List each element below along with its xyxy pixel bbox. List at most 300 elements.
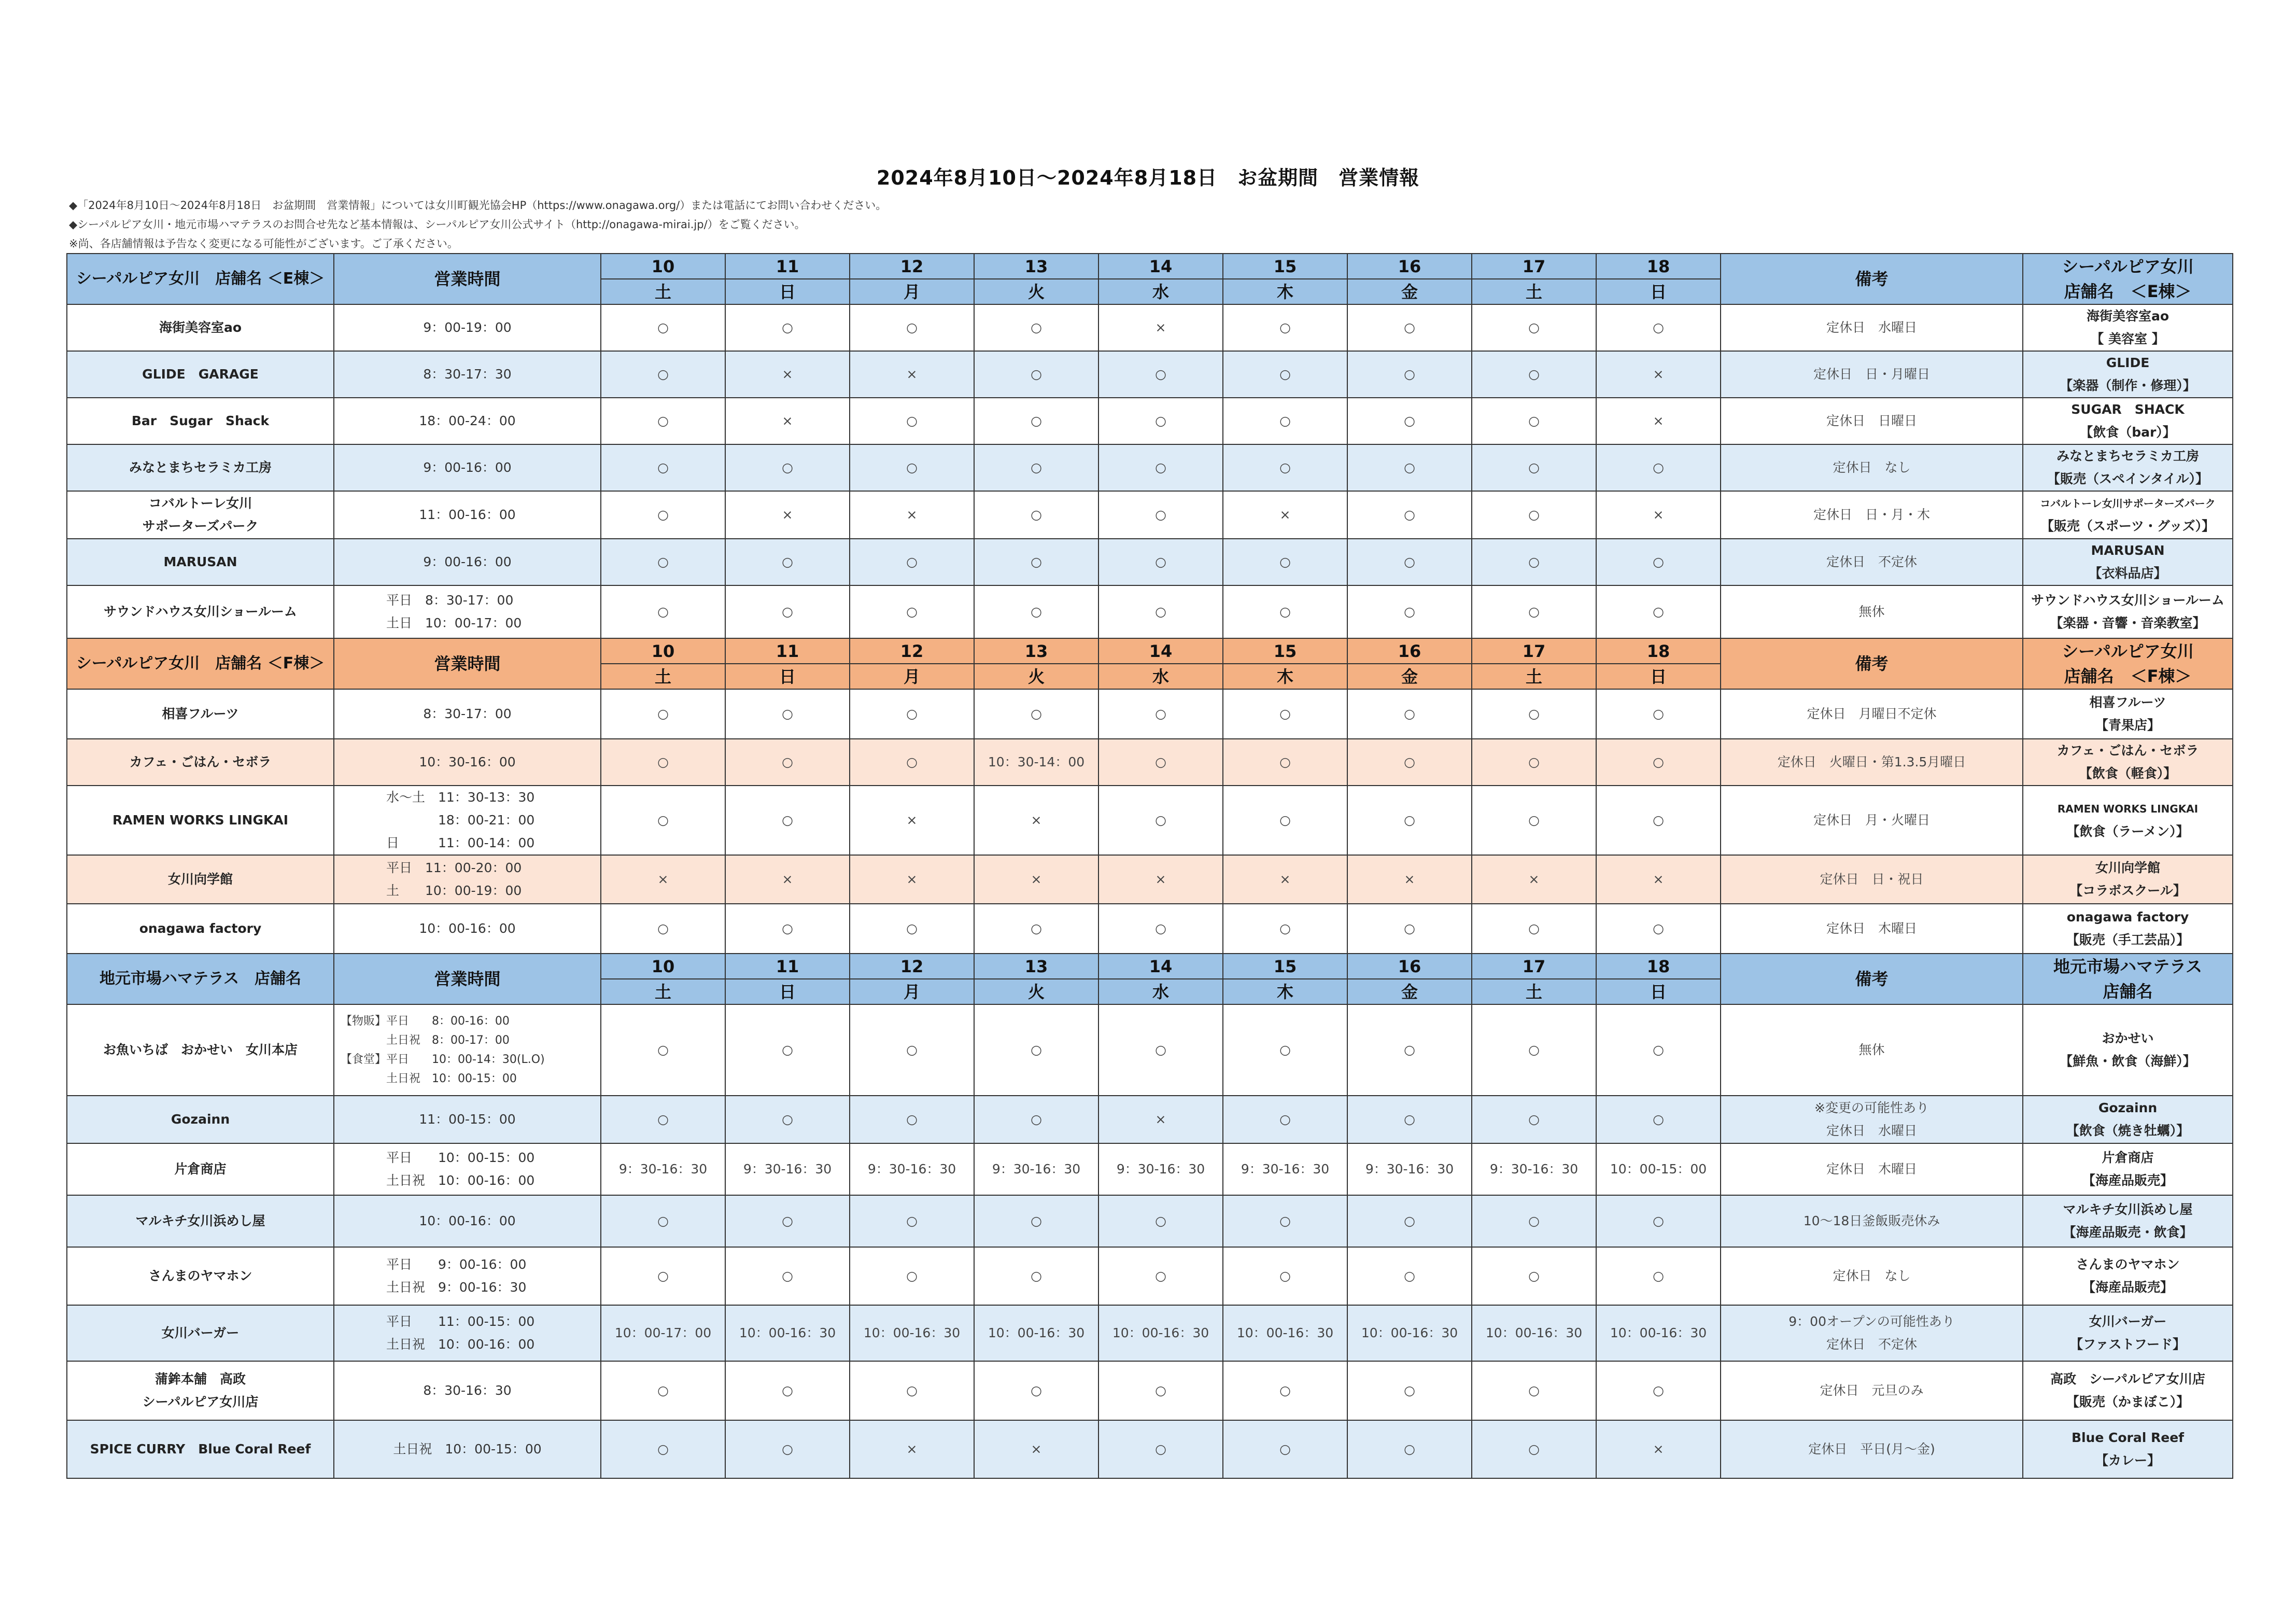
day-status: 9：30-16：30: [1098, 1143, 1223, 1195]
weekday: 日: [725, 664, 850, 689]
category-line: みなとまちセラミカ工房: [2056, 449, 2199, 464]
category-line: 【販売（スポーツ・グッズ）】: [2040, 519, 2215, 534]
store-category: [2023, 1004, 2233, 1096]
day-status: 10：00-17：00: [601, 1305, 725, 1361]
store-row: [67, 1195, 2233, 1247]
day-status: ○: [850, 539, 974, 585]
day-status: ○: [1347, 786, 1472, 855]
category-header: [2023, 638, 2233, 689]
day-status: ○: [1472, 1420, 1596, 1478]
category-line: 【楽器・音響・音楽教室】: [2050, 615, 2206, 631]
hours-line: 平日 8：30-17：00: [386, 593, 514, 608]
day-status: ○: [1347, 398, 1472, 444]
day-status: ○: [974, 904, 1098, 954]
day-status: ○: [1472, 1096, 1596, 1143]
note-line: 定休日 日曜日: [1826, 413, 1917, 428]
day-number: 10: [601, 954, 725, 979]
store-name: サウンドハウス女川ショールーム: [67, 585, 334, 638]
day-status: ×: [725, 855, 850, 904]
day-status: ○: [974, 1361, 1098, 1420]
category-line: MARUSAN: [2091, 543, 2165, 558]
day-status: ○: [1098, 1420, 1223, 1478]
day-status: ○: [974, 1195, 1098, 1247]
day-status: ○: [1472, 398, 1596, 444]
hours-line: 8：30-17：30: [423, 367, 512, 382]
store-row: [67, 398, 2233, 444]
day-status: ○: [1098, 351, 1223, 398]
note-line: ◆「2024年8月10日〜2024年8月18日 お盆期間 営業情報」については女川町観光協会HP（https://www.onagawa.org/）または電話にてお問い合わせください。: [69, 199, 887, 212]
category-line: 相喜フルーツ: [2089, 695, 2166, 710]
day-status: ○: [850, 739, 974, 786]
store-category: [2023, 1143, 2233, 1195]
store-row: [67, 351, 2233, 398]
store-category: [2023, 739, 2233, 786]
day-number: 11: [725, 638, 850, 664]
category-line: 【海産品販売・飲食】: [2063, 1225, 2193, 1240]
day-status: 9：30-16：30: [850, 1143, 974, 1195]
day-status: ○: [1098, 786, 1223, 855]
day-status: ×: [1347, 855, 1472, 904]
store-hours: [334, 855, 601, 904]
day-status: ○: [1347, 304, 1472, 351]
store-note: [1721, 1195, 2023, 1247]
day-status: 10：00-15：00: [1596, 1143, 1721, 1195]
day-status: ○: [1347, 1004, 1472, 1096]
note-line: 定休日 不定休: [1826, 1337, 1917, 1352]
category-line: 【海産品販売】: [2082, 1280, 2173, 1295]
day-number: 11: [725, 254, 850, 279]
store-category: [2023, 689, 2233, 739]
store-row: [67, 739, 2233, 786]
day-number: 14: [1098, 638, 1223, 664]
weekday: 火: [974, 664, 1098, 689]
day-number: 15: [1223, 638, 1347, 664]
store-category: [2023, 304, 2233, 351]
day-status: ○: [1472, 539, 1596, 585]
store-note: [1721, 786, 2023, 855]
store-category: [2023, 1247, 2233, 1305]
day-status: ○: [601, 1195, 725, 1247]
section-header-f: [67, 638, 2233, 664]
store-category: [2023, 1361, 2233, 1420]
store-row: [67, 855, 2233, 904]
day-status: 9：30-16：30: [1223, 1143, 1347, 1195]
store-note: [1721, 739, 2023, 786]
day-status: ×: [974, 1420, 1098, 1478]
day-status: ○: [1223, 689, 1347, 739]
day-number: 15: [1223, 254, 1347, 279]
store-name: コバルトーレ女川 サポーターズパーク: [67, 491, 334, 539]
store-row: [67, 1004, 2233, 1096]
day-status: ○: [1223, 1420, 1347, 1478]
day-number: 13: [974, 254, 1098, 279]
store-category: [2023, 398, 2233, 444]
day-status: 10：00-16：30: [1098, 1305, 1223, 1361]
day-status: ○: [725, 585, 850, 638]
category-header-line-2: 店舗名: [2103, 982, 2153, 1001]
day-status: ○: [601, 786, 725, 855]
day-status: ○: [1098, 585, 1223, 638]
day-number: 10: [601, 254, 725, 279]
day-status: ×: [1596, 491, 1721, 539]
day-status: ○: [601, 539, 725, 585]
day-status: ○: [725, 689, 850, 739]
day-number: 12: [850, 254, 974, 279]
day-number: 18: [1596, 638, 1721, 664]
day-status: 10：00-16：30: [850, 1305, 974, 1361]
store-name: SPICE CURRY Blue Coral Reef: [67, 1420, 334, 1478]
day-status: ○: [974, 539, 1098, 585]
hours-line: 11：00-16：00: [419, 507, 516, 522]
note-line: 定休日 元旦のみ: [1820, 1383, 1924, 1398]
day-status: ○: [1223, 1004, 1347, 1096]
day-number: 16: [1347, 254, 1472, 279]
hours-line: 平日 10：00-15：00: [386, 1150, 535, 1165]
day-status: ○: [725, 904, 850, 954]
category-header: [2023, 954, 2233, 1004]
store-note: [1721, 1247, 2023, 1305]
store-hours: [334, 1305, 601, 1361]
store-name: みなとまちセラミカ工房: [67, 444, 334, 491]
store-note: [1721, 351, 2023, 398]
day-status: 10：00-16：30: [1472, 1305, 1596, 1361]
day-status: ○: [1098, 1195, 1223, 1247]
day-status: 10：00-16：30: [1596, 1305, 1721, 1361]
note-line: 無休: [1858, 604, 1885, 619]
day-status: ○: [1472, 444, 1596, 491]
day-status: ○: [1347, 739, 1472, 786]
category-line: SUGAR SHACK: [2071, 402, 2185, 417]
category-header-line-1: シーパルピア女川: [2062, 257, 2194, 276]
day-status: ○: [1347, 1096, 1472, 1143]
weekday: 火: [974, 279, 1098, 304]
day-number: 16: [1347, 954, 1472, 979]
schedule-table: [66, 253, 2233, 1479]
day-status: ×: [974, 786, 1098, 855]
hours-header: 営業時間: [334, 254, 601, 304]
store-hours: [334, 786, 601, 855]
day-status: ○: [850, 398, 974, 444]
day-status: ○: [1223, 1195, 1347, 1247]
day-status: ○: [1347, 539, 1472, 585]
store-name: さんまのヤマホン: [67, 1247, 334, 1305]
day-number: 13: [974, 954, 1098, 979]
day-status: ○: [1098, 1247, 1223, 1305]
weekday: 水: [1098, 279, 1223, 304]
note-line: ◆シーパルピア女川・地元市場ハマテラスのお問合せ先など基本情報は、シーパルピア女川公式サイト（http://onagawa-mirai.jp/）をご覧ください。: [69, 218, 806, 231]
day-status: ○: [601, 1420, 725, 1478]
hours-line: 土日 10：00-17：00: [386, 615, 522, 631]
hours-line: 平日 11：00-15：00: [386, 1314, 535, 1329]
category-line: 【カレー】: [2095, 1453, 2160, 1468]
store-note: [1721, 1361, 2023, 1420]
note-line: ※変更の可能性あり: [1814, 1100, 1929, 1115]
category-line: さんまのヤマホン: [2076, 1257, 2180, 1272]
day-status: ○: [601, 1361, 725, 1420]
category-line: 【販売（手工芸品）】: [2066, 932, 2190, 947]
day-status: ○: [725, 1420, 850, 1478]
note-line: 定休日 不定休: [1826, 554, 1917, 569]
store-hours: [334, 739, 601, 786]
day-status: ○: [850, 1195, 974, 1247]
store-note: [1721, 585, 2023, 638]
store-name: Bar Sugar Shack: [67, 398, 334, 444]
note-line: 定休日 水曜日: [1826, 320, 1917, 335]
day-status: ×: [725, 491, 850, 539]
category-line: カフェ・ごはん・セボラ: [2056, 743, 2199, 758]
store-name: 女川向学館: [67, 855, 334, 904]
store-name: RAMEN WORKS LINGKAI: [67, 786, 334, 855]
store-name: 蒲鉾本舗 高政 シーパルピア女川店: [67, 1361, 334, 1420]
day-status: ○: [725, 304, 850, 351]
store-name: マルキチ女川浜めし屋: [67, 1195, 334, 1247]
day-status: ○: [1347, 904, 1472, 954]
day-status: ○: [601, 1004, 725, 1096]
day-status: ×: [1098, 855, 1223, 904]
day-status: ×: [1098, 1096, 1223, 1143]
store-hours: [334, 1361, 601, 1420]
note-line: ※尚、各店舗情報は予告なく変更になる可能性がございます。ご了承ください。: [69, 237, 458, 250]
hours-line: 土日祝 9：00-16：30: [386, 1280, 527, 1295]
weekday: 水: [1098, 979, 1223, 1004]
day-status: ○: [1223, 739, 1347, 786]
store-row: [67, 904, 2233, 954]
weekday: 金: [1347, 664, 1472, 689]
day-status: ○: [974, 304, 1098, 351]
day-status: ○: [1223, 1247, 1347, 1305]
weekday: 日: [1596, 279, 1721, 304]
note-line: 定休日 なし: [1833, 460, 1911, 475]
day-status: 9：30-16：30: [601, 1143, 725, 1195]
day-status: ○: [1596, 1247, 1721, 1305]
category-line: Blue Coral Reef: [2071, 1430, 2185, 1445]
day-status: ○: [601, 444, 725, 491]
store-row: [67, 1361, 2233, 1420]
store-note: [1721, 1004, 2023, 1096]
store-category: [2023, 904, 2233, 954]
day-status: ×: [1472, 855, 1596, 904]
section-header-e: [67, 254, 2233, 279]
category-line: onagawa factory: [2066, 909, 2189, 925]
store-category: [2023, 585, 2233, 638]
hours-header: 営業時間: [334, 638, 601, 689]
day-status: ×: [1223, 855, 1347, 904]
day-status: ○: [1472, 1247, 1596, 1305]
day-status: ×: [1596, 1420, 1721, 1478]
category-line: 【販売（スペインタイル）】: [2047, 471, 2208, 486]
day-status: ○: [1098, 904, 1223, 954]
hours-line: 8：30-16：30: [423, 1383, 512, 1398]
store-name: 相喜フルーツ: [67, 689, 334, 739]
category-line: 女川向学館: [2095, 860, 2160, 875]
day-status: ○: [725, 1096, 850, 1143]
day-number: 17: [1472, 638, 1596, 664]
day-status: ○: [1472, 304, 1596, 351]
day-status: ○: [1472, 689, 1596, 739]
category-line: 【販売（かまぼこ）】: [2066, 1394, 2190, 1409]
note-line: 定休日 平日(月〜金): [1808, 1441, 1935, 1457]
category-header-line-2: 店舗名 ＜F棟＞: [2064, 666, 2192, 686]
weekday: 金: [1347, 279, 1472, 304]
page-title: 2024年8月10日〜2024年8月18日 お盆期間 営業情報: [876, 166, 1420, 189]
weekday: 日: [725, 279, 850, 304]
day-number: 10: [601, 638, 725, 664]
store-note: [1721, 904, 2023, 954]
store-category: [2023, 351, 2233, 398]
day-status: ×: [725, 398, 850, 444]
day-status: ○: [1347, 585, 1472, 638]
day-status: ○: [974, 1096, 1098, 1143]
weekday: 月: [850, 279, 974, 304]
day-status: ○: [1347, 1361, 1472, 1420]
store-hours: [334, 1420, 601, 1478]
day-status: 10：00-16：30: [1223, 1305, 1347, 1361]
day-status: ○: [725, 1004, 850, 1096]
day-status: ○: [850, 1096, 974, 1143]
category-header-line-2: 店舗名 ＜E棟＞: [2064, 282, 2192, 301]
store-category: [2023, 444, 2233, 491]
hours-line: 土日祝 10：00-16：00: [386, 1173, 535, 1188]
day-status: ○: [725, 786, 850, 855]
store-hours: [334, 1004, 601, 1096]
day-status: ○: [601, 304, 725, 351]
day-status: ○: [601, 351, 725, 398]
day-status: ○: [601, 398, 725, 444]
store-hours: [334, 1195, 601, 1247]
store-name: GLIDE GARAGE: [67, 351, 334, 398]
day-status: ×: [850, 786, 974, 855]
store-hours: [334, 491, 601, 539]
store-header: シーパルピア女川 店舗名 ＜F棟＞: [67, 638, 334, 689]
note-line: 定休日 月曜日不定休: [1807, 706, 1937, 721]
store-note: [1721, 689, 2023, 739]
store-name: カフェ・ごはん・セボラ: [67, 739, 334, 786]
store-row: [67, 1096, 2233, 1143]
store-category: [2023, 855, 2233, 904]
category-line: 【飲食（ラーメン）】: [2066, 824, 2189, 839]
day-status: ×: [850, 855, 974, 904]
weekday: 木: [1223, 664, 1347, 689]
weekday: 土: [1472, 979, 1596, 1004]
day-status: ×: [725, 351, 850, 398]
store-row: [67, 491, 2233, 539]
day-status: ×: [850, 1420, 974, 1478]
day-status: ○: [1098, 444, 1223, 491]
day-number: 17: [1472, 254, 1596, 279]
weekday: 月: [850, 979, 974, 1004]
day-status: ○: [1472, 351, 1596, 398]
note-line: 10〜18日釜飯販売休み: [1803, 1213, 1940, 1228]
day-status: ○: [1223, 786, 1347, 855]
store-row: [67, 444, 2233, 491]
store-row: [67, 1143, 2233, 1195]
store-hours: [334, 398, 601, 444]
category-line: 【飲食（軽食）】: [2079, 766, 2177, 781]
category-header: [2023, 254, 2233, 304]
hours-line: 平日 9：00-16：00: [386, 1257, 527, 1272]
day-status: ○: [601, 904, 725, 954]
store-name: Gozainn: [67, 1096, 334, 1143]
day-status: ○: [974, 351, 1098, 398]
hours-line: 9：00-19：00: [423, 320, 512, 335]
hours-line: 水〜土 11：30-13：30: [386, 790, 535, 805]
day-status: ○: [1472, 739, 1596, 786]
category-line: 【海産品販売】: [2082, 1173, 2173, 1188]
store-hours: [334, 904, 601, 954]
weekday: 木: [1223, 979, 1347, 1004]
day-status: ○: [850, 1004, 974, 1096]
category-line: 【飲食（bar）】: [2080, 425, 2176, 440]
day-status: ○: [1596, 1195, 1721, 1247]
hours-line: 10：30-16：00: [419, 754, 516, 769]
day-status: ○: [850, 1247, 974, 1305]
day-status: ○: [725, 1195, 850, 1247]
weekday: 日: [1596, 979, 1721, 1004]
hours-line: 土日祝 10：00-16：00: [386, 1337, 535, 1352]
day-number: 15: [1223, 954, 1347, 979]
category-line: 【飲食（焼き牡蠣）】: [2066, 1123, 2190, 1138]
note-line: 定休日 水曜日: [1826, 1123, 1917, 1138]
hours-line: 【食堂】平日 10：00-14：30(L.O): [341, 1053, 545, 1066]
weekday: 木: [1223, 279, 1347, 304]
store-name: onagawa factory: [67, 904, 334, 954]
note-line: 定休日 日・月・木: [1813, 507, 1930, 522]
day-status: ○: [974, 444, 1098, 491]
weekday: 日: [1596, 664, 1721, 689]
store-row: [67, 304, 2233, 351]
day-status: 9：30-16：30: [1472, 1143, 1596, 1195]
store-row: [67, 585, 2233, 638]
hours-line: 【物販】平日 8：00-16：00: [341, 1015, 510, 1028]
day-status: ○: [1098, 689, 1223, 739]
weekday: 水: [1098, 664, 1223, 689]
day-status: ○: [1098, 539, 1223, 585]
day-status: ○: [1223, 351, 1347, 398]
hours-line: 10：00-16：00: [419, 1213, 516, 1228]
day-status: ×: [1596, 855, 1721, 904]
store-category: [2023, 1305, 2233, 1361]
weekday: 火: [974, 979, 1098, 1004]
hours-line: 11：00-15：00: [419, 1112, 516, 1127]
store-note: [1721, 855, 2023, 904]
store-note: [1721, 1096, 2023, 1143]
day-status: ○: [1472, 585, 1596, 638]
day-status: ○: [1596, 1096, 1721, 1143]
store-category: [2023, 1195, 2233, 1247]
hours-line: 土日祝 8：00-17：00: [341, 1034, 510, 1047]
day-status: ○: [1098, 1004, 1223, 1096]
day-status: 10：00-16：30: [725, 1305, 850, 1361]
store-header: シーパルピア女川 店舗名 ＜E棟＞: [67, 254, 334, 304]
category-line: 片倉商店: [2102, 1150, 2154, 1165]
day-number: 13: [974, 638, 1098, 664]
day-status: ○: [1223, 585, 1347, 638]
weekday: 土: [601, 279, 725, 304]
category-line: 高政 シーパルピア女川店: [2050, 1371, 2205, 1387]
day-status: ○: [725, 739, 850, 786]
category-line: GLIDE: [2106, 355, 2150, 370]
day-status: ○: [1098, 1361, 1223, 1420]
day-status: ○: [1098, 398, 1223, 444]
day-status: ○: [1347, 351, 1472, 398]
day-status: ○: [1596, 1361, 1721, 1420]
note-header: 備考: [1721, 254, 2023, 304]
category-line: 【 美容室 】: [2091, 331, 2165, 346]
day-status: ○: [850, 304, 974, 351]
day-status: ○: [1098, 739, 1223, 786]
day-status: ○: [850, 689, 974, 739]
day-status: ×: [601, 855, 725, 904]
